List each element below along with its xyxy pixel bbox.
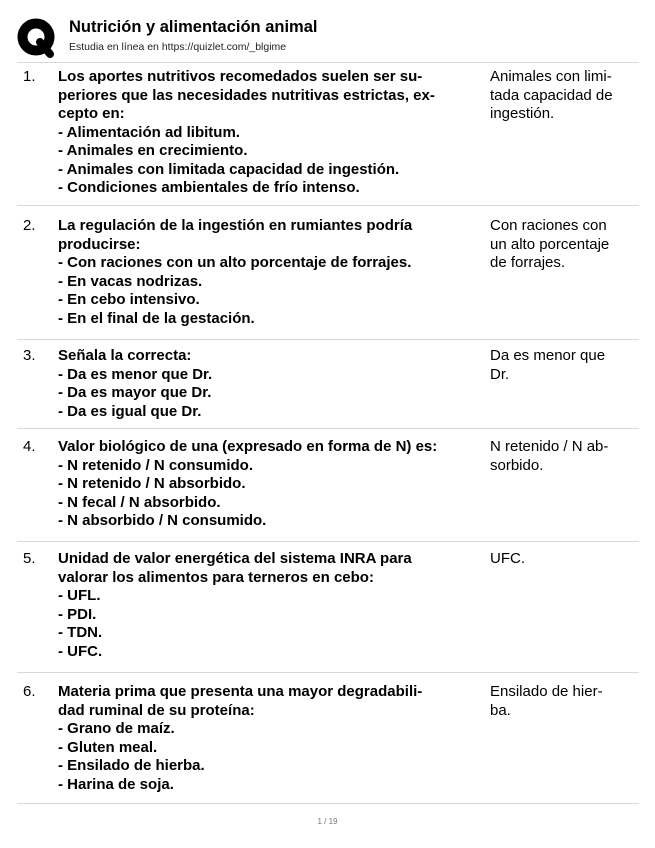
option-item: - Con raciones con un alto porcentaje de forrajes. xyxy=(58,254,412,271)
answer-line: Ensilado de hier- xyxy=(490,683,603,700)
answer-line: Animales con limi- xyxy=(490,68,612,85)
option-item: - Animales con limitada capacidad de ingestión. xyxy=(58,160,400,178)
card-question xyxy=(58,68,486,198)
option-list xyxy=(58,254,486,328)
card-question xyxy=(58,683,486,794)
option-list xyxy=(58,457,486,531)
question-line: dad ruminal de su proteína: xyxy=(58,701,255,719)
card-number: 1. xyxy=(23,68,36,85)
answer-line: N retenido / N ab- xyxy=(490,438,609,455)
question-line: Unidad de valor energética del sistema INRA para xyxy=(58,550,412,567)
option-item: - En vacas nodrizas. xyxy=(58,272,203,290)
option-item: - PDI. xyxy=(58,605,97,623)
card-answer xyxy=(490,438,640,475)
option-item: - Da es igual que Dr. xyxy=(58,402,202,420)
option-item: - Condiciones ambientales de frío intenso. xyxy=(58,179,360,196)
answer-line: de forrajes. xyxy=(490,254,566,271)
option-item: - Ensilado de hierba. xyxy=(58,757,205,774)
divider xyxy=(17,803,639,804)
answer-line: Con raciones con xyxy=(490,217,607,234)
card-number: 3. xyxy=(23,347,36,364)
card-answer xyxy=(490,217,640,273)
page-title: Nutrición y alimentación animal xyxy=(69,18,318,36)
question-line: La regulación de la ingestión en rumiantes podría xyxy=(58,217,413,234)
divider xyxy=(17,428,639,429)
option-item: - Da es mayor que Dr. xyxy=(58,384,212,401)
answer-line: tada capacidad de xyxy=(490,86,613,104)
divider xyxy=(17,205,639,206)
divider xyxy=(17,62,639,63)
option-item: - TDN. xyxy=(58,624,103,641)
question-line: periores que las necesidades nutritivas estrictas, ex- xyxy=(58,86,435,104)
answer-line: Dr. xyxy=(490,365,510,383)
option-item: - N retenido / N consumido. xyxy=(58,456,254,474)
answer-line: ba. xyxy=(490,701,511,719)
question-line: Señala la correcta: xyxy=(58,347,192,364)
answer-line: ingestión. xyxy=(490,105,555,122)
option-item: - Gluten meal. xyxy=(58,738,158,756)
card-number: 2. xyxy=(23,217,36,234)
option-item: - N fecal / N absorbido. xyxy=(58,493,221,511)
page-subtitle: Estudia en línea en https://quizlet.com/_blgime xyxy=(69,41,287,53)
answer-line: Da es menor que xyxy=(490,347,606,364)
option-list xyxy=(58,124,486,198)
option-item: - En cebo intensivo. xyxy=(58,291,200,308)
card-answer xyxy=(490,683,640,720)
card-question xyxy=(58,550,486,661)
question-line: Los aportes nutritivos recomedados suelen ser su- xyxy=(58,68,423,85)
divider xyxy=(17,339,639,340)
card-question xyxy=(58,438,486,531)
card-number: 4. xyxy=(23,438,36,455)
card-answer xyxy=(490,550,640,569)
divider xyxy=(17,541,639,542)
card-answer xyxy=(490,68,640,124)
card-number: 5. xyxy=(23,550,36,567)
card-question xyxy=(58,347,486,421)
option-list xyxy=(58,366,486,422)
question-line: Materia prima que presenta una mayor degradabili- xyxy=(58,683,423,700)
card-number: 6. xyxy=(23,683,36,700)
answer-line: UFC. xyxy=(490,550,525,567)
quizlet-logo-icon xyxy=(17,18,57,58)
option-item: - En el final de la gestación. xyxy=(58,309,255,327)
option-item: - Da es menor que Dr. xyxy=(58,365,213,383)
card-answer xyxy=(490,347,640,384)
page-number: 1 / 19 xyxy=(317,817,338,826)
divider xyxy=(17,672,639,673)
option-item: - N absorbido / N consumido. xyxy=(58,512,267,529)
option-item: - N retenido / N absorbido. xyxy=(58,475,246,492)
option-item: - Grano de maíz. xyxy=(58,720,175,737)
option-list xyxy=(58,587,486,661)
option-list xyxy=(58,720,486,794)
option-item: - Alimentación ad libitum. xyxy=(58,123,240,141)
option-item: - Harina de soja. xyxy=(58,775,174,793)
answer-line: un alto porcentaje xyxy=(490,235,610,253)
option-item: - Animales en crecimiento. xyxy=(58,142,248,159)
question-line: valorar los alimentos para terneros en cebo: xyxy=(58,568,374,586)
card-question xyxy=(58,217,486,328)
answer-line: sorbido. xyxy=(490,456,544,474)
option-item: - UFL. xyxy=(58,587,101,604)
option-item: - UFC. xyxy=(58,642,103,660)
question-line: cepto en: xyxy=(58,105,125,122)
page-header xyxy=(17,16,637,60)
question-line: producirse: xyxy=(58,235,141,253)
question-line: Valor biológico de una (expresado en forma de N) es: xyxy=(58,438,438,455)
